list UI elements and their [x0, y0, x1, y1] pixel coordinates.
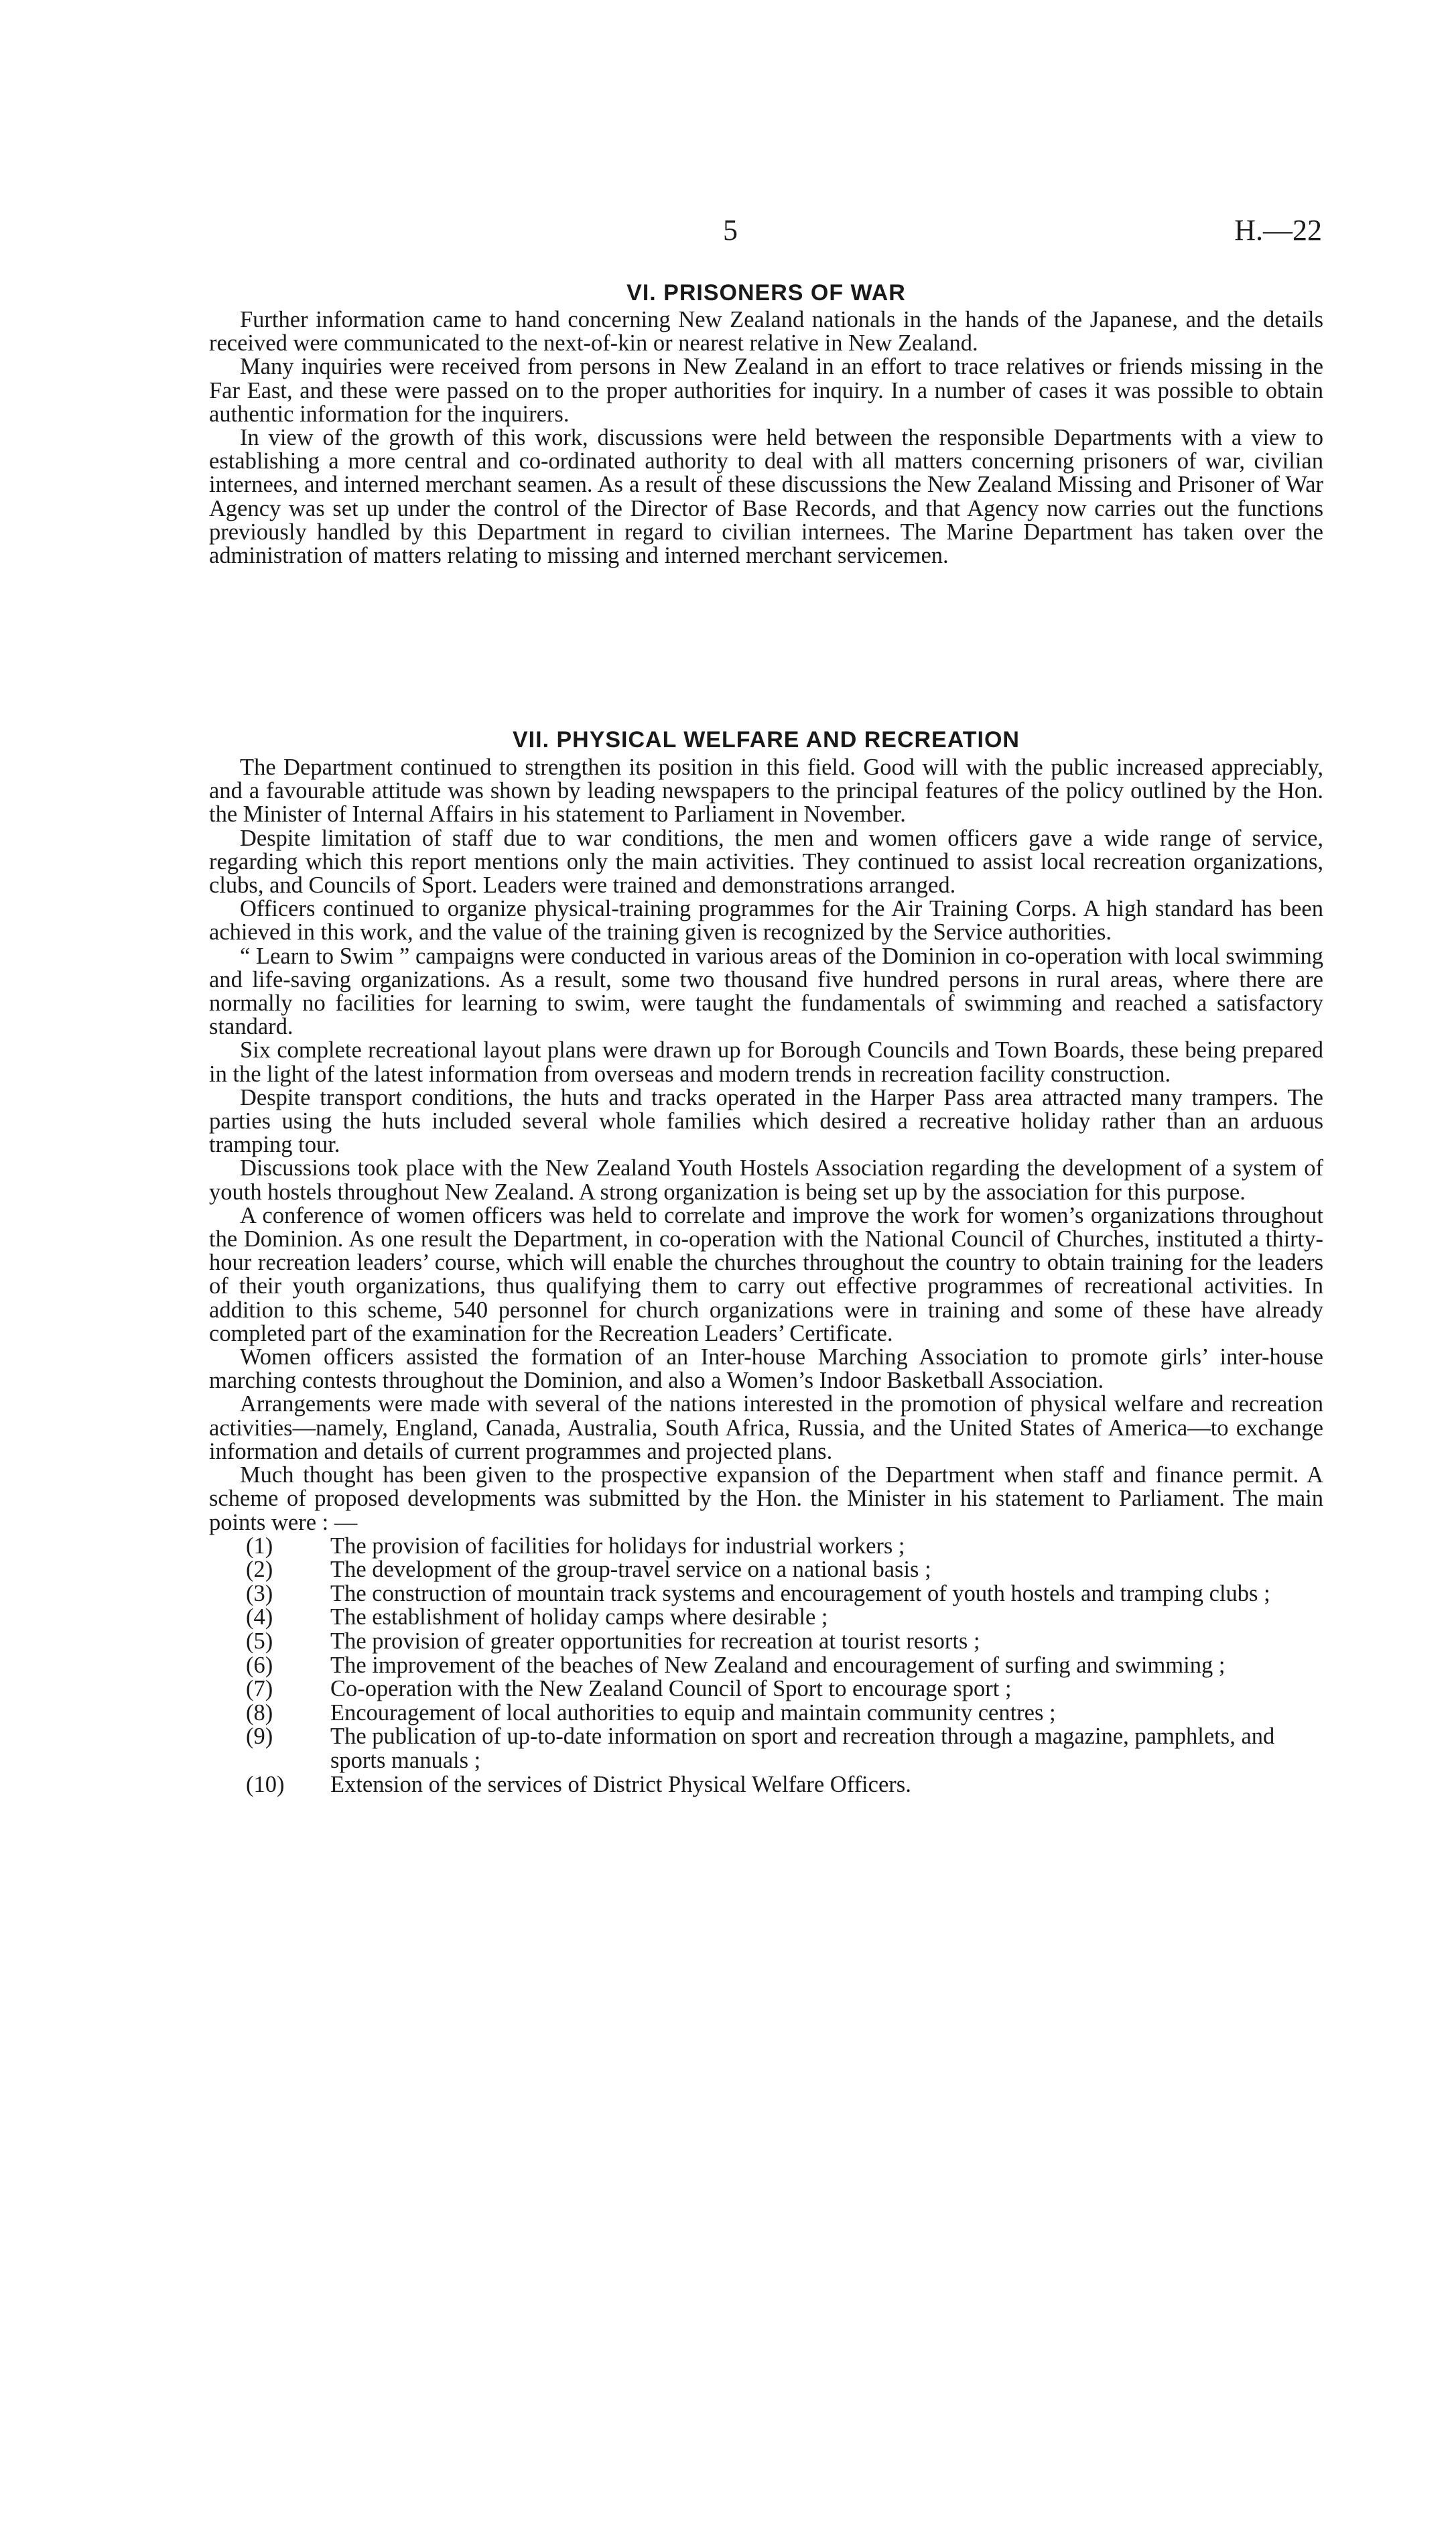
section-physical-welfare — [209, 725, 1323, 1797]
section-prisoners-of-war — [209, 278, 1323, 568]
list-item-text: The development of the group-travel service on a national basis ; — [330, 1557, 931, 1583]
list-item-text: Encouragement of local authorities to equip and maintain community centres ; — [330, 1699, 1056, 1726]
paragraph: A conference of women officers was held to correlate and improve the work for women’s organizations throughout the Dominion. As one result the Department, in co-operation with the National Council of Churches, instituted a thirty-hour recreation leaders’ course, which will enable the churches throughout the country to obtain training for the leaders of their youth organizations, thus qualifying them to carry out effective programmes of recreational activities. In addition to this scheme, 540 personnel for church organizations were in training and some of these have already completed part of the examination for the Recreation Leaders’ Certificate. — [209, 1202, 1323, 1346]
paragraph: Six complete recreational layout plans were drawn up for Borough Councils and Town Boards, these being prepared in the light of the latest information from overseas and modern trends in recreation facility construction. — [209, 1037, 1323, 1087]
paragraph: Despite transport conditions, the huts and tracks operated in the Harper Pass area attracted many trampers. The parties using the huts included several whole families which desired a recreative holiday rather than an arduous tramping tour. — [209, 1084, 1323, 1158]
paragraph: Officers continued to organize physical-training programmes for the Air Training Corps. A high standard has been achieved in this work, and the value of the training given is recognized by the Service authorities. — [209, 896, 1323, 946]
list-item-text: The improvement of the beaches of New Zealand and encouragement of surfing and swimming ; — [330, 1652, 1226, 1678]
document-reference: H.—22 — [1234, 214, 1322, 247]
section-heading: VI. PRISONERS OF WAR — [626, 280, 906, 306]
list-item-number: (3) — [246, 1580, 273, 1606]
list-item — [246, 1535, 1323, 1559]
list-item-text: The provision of greater opportunities for recreation at tourist resorts ; — [330, 1628, 980, 1655]
list-item — [246, 1654, 1323, 1678]
list-item — [246, 1701, 1323, 1726]
list-item-number: (4) — [246, 1604, 273, 1630]
list-item-text: The establishment of holiday camps where desirable ; — [330, 1604, 828, 1630]
list-item — [246, 1773, 1323, 1797]
list-item — [246, 1677, 1323, 1701]
list-item — [246, 1630, 1323, 1654]
list-item-text: The publication of up-to-date information on sport and recreation through a magazine, pamphlets, and sports manuals ; — [330, 1724, 1275, 1774]
paragraph: In view of the growth of this work, discussions were held between the responsible Departments with a view to establishing a more central and co-ordinated authority to deal with all matters concerning prisoners of war, civilian internees, and interned merchant seamen. As a result of these discussions the New Zealand Missing and Prisoner of War Agency was set up under the control of the Director of Base Records, and that Agency now carries out the functions previously handled by this Department in regard to civilian internees. The Marine Department has taken over the administration of matters relating to missing and interned merchant servicemen. — [209, 425, 1323, 569]
paragraph: The Department continued to strengthen its position in this field. Good will with the public increased appreciably, and a favourable attitude was shown by leading newspapers to the principal features of the policy outlined by the Hon. the Minister of Internal Affairs in his statement to Parliament in November. — [209, 755, 1323, 828]
page-number: 5 — [723, 214, 738, 247]
list-item-text: The construction of mountain track systems and encouragement of youth hostels and tramping clubs ; — [330, 1580, 1270, 1606]
list-item-number: (1) — [246, 1533, 273, 1559]
paragraph: “ Learn to Swim ” campaigns were conducted in various areas of the Dominion in co-operation with local swimming and life-saving organizations. As a result, some two thousand five hundred persons in rural areas, where there are normally no facilities for learning to swim, were taught the fundamentals of swimming and reached a satisfactory standard. — [209, 943, 1323, 1040]
list-item-text: Extension of the services of District Physical Welfare Officers. — [330, 1771, 911, 1797]
list-item-number: (7) — [246, 1676, 273, 1702]
paragraph: Much thought has been given to the prospective expansion of the Department when staff and finance permit. A scheme of proposed developments was submitted by the Hon. the Minister in his statement to Parliament. The main points were : — — [209, 1462, 1323, 1535]
list-item-number: (8) — [246, 1699, 273, 1726]
list-item-text: The provision of facilities for holidays for industrial workers ; — [330, 1533, 905, 1559]
paragraph: Arrangements were made with several of the nations interested in the promotion of physical welfare and recreation activities—namely, England, Canada, Australia, South Africa, Russia, and the United States of America—to exchange information and details of current programmes and projected plans. — [209, 1391, 1323, 1464]
paragraph: Further information came to hand concerning New Zealand nationals in the hands of the Japanese, and the details received were communicated to the next-of-kin or nearest relative in New Zealand. — [209, 307, 1323, 357]
paragraph: Despite limitation of staff due to war conditions, the men and women officers gave a wide range of service, regarding which this report mentions only the main activities. They continued to assist local recreation organizations, clubs, and Councils of Sport. Leaders were trained and demonstrations arranged. — [209, 825, 1323, 899]
list-item-number: (9) — [246, 1724, 273, 1750]
main-points-list — [209, 1535, 1323, 1797]
list-item — [246, 1725, 1323, 1772]
list-item — [246, 1582, 1323, 1606]
list-item-text: Co-operation with the New Zealand Council of Sport to encourage sport ; — [330, 1676, 1012, 1702]
list-item-number: (6) — [246, 1652, 273, 1678]
list-item-number: (2) — [246, 1557, 273, 1583]
paragraph: Women officers assisted the formation of an Inter-house Marching Association to promote girls’ inter-house marching contests throughout the Dominion, and also a Women’s Indoor Basketball Association. — [209, 1344, 1323, 1394]
list-item-number: (10) — [246, 1771, 285, 1797]
list-item-number: (5) — [246, 1628, 273, 1655]
list-item — [246, 1558, 1323, 1582]
paragraph: Many inquiries were received from persons in New Zealand in an effort to trace relatives or friends missing in the Far East, and these were passed on to the proper authorities for inquiry. In a number of cases it was possible to obtain authentic information for the inquirers. — [209, 354, 1323, 427]
section-heading: VII. PHYSICAL WELFARE AND RECREATION — [513, 727, 1020, 753]
paragraph: Discussions took place with the New Zealand Youth Hostels Association regarding the development of a system of youth hostels throughout New Zealand. A strong organization is being set up by the association for this purpose. — [209, 1155, 1323, 1205]
list-item — [246, 1606, 1323, 1630]
